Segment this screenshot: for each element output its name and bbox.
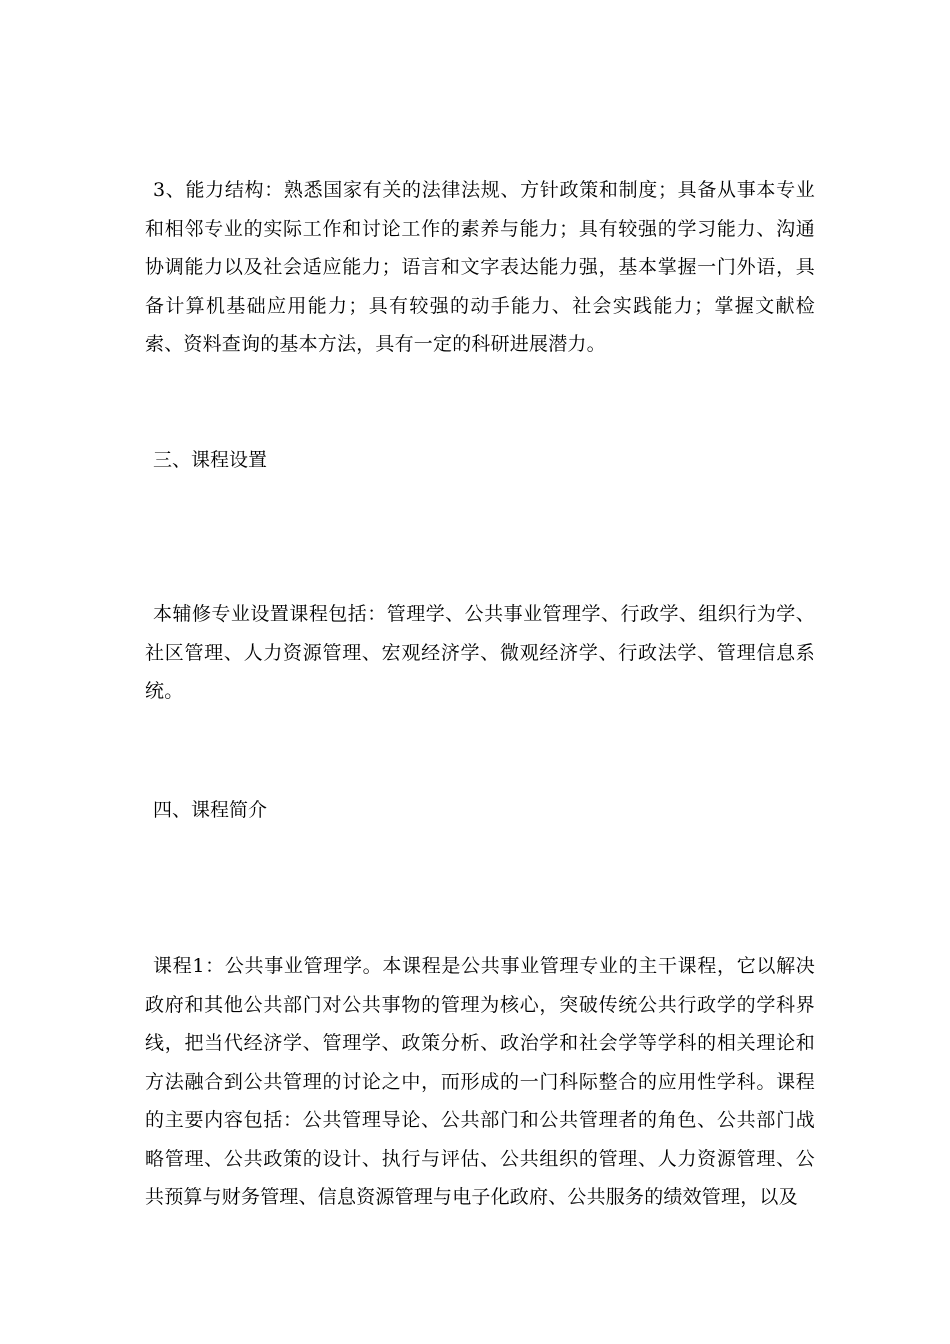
section-heading-course-intro: 四、课程简介 [153, 799, 268, 821]
section-heading-course-setup: 三、课程设置 [153, 449, 268, 471]
course1-description-paragraph: 课程1：公共事业管理学。本课程是公共事业管理专业的主干课程，它以解决政府和其他公共部门对公共事物的管理为核心，突破传统公共行政学的学科界线，把当代经济学、管理学、政策分析、政治学和社会学等学科的相关理论和方法融合到公共管理的讨论之中，而形成的一门科际整合的应用性学科。课程的主要内容包括：公共管理导论、公共部门和公共管理者的角色、公共部门战略管理、公共政策的设计、执行与评估、公共组织的管理、人力资源管理、公共预算与财务管理、信息资源管理与电子化政府、公共服务的绩效管理，以及 [145, 955, 815, 1208]
ability-structure-paragraph: 3、能力结构：熟悉国家有关的法律法规、方针政策和制度；具备从事本专业和相邻专业的实际工作和讨论工作的素养与能力；具有较强的学习能力、沟通协调能力以及社会适应能力；语言和文字表达能力强，基本掌握一门外语，具备计算机基础应用能力；具有较强的动手能力、社会实践能力；掌握文献检索、资料查询的基本方法，具有一定的科研进展潜力。 [145, 179, 815, 355]
course-list-paragraph: 本辅修专业设置课程包括：管理学、公共事业管理学、行政学、组织行为学、社区管理、人力资源管理、宏观经济学、微观经济学、行政法学、管理信息系统。 [145, 603, 815, 702]
